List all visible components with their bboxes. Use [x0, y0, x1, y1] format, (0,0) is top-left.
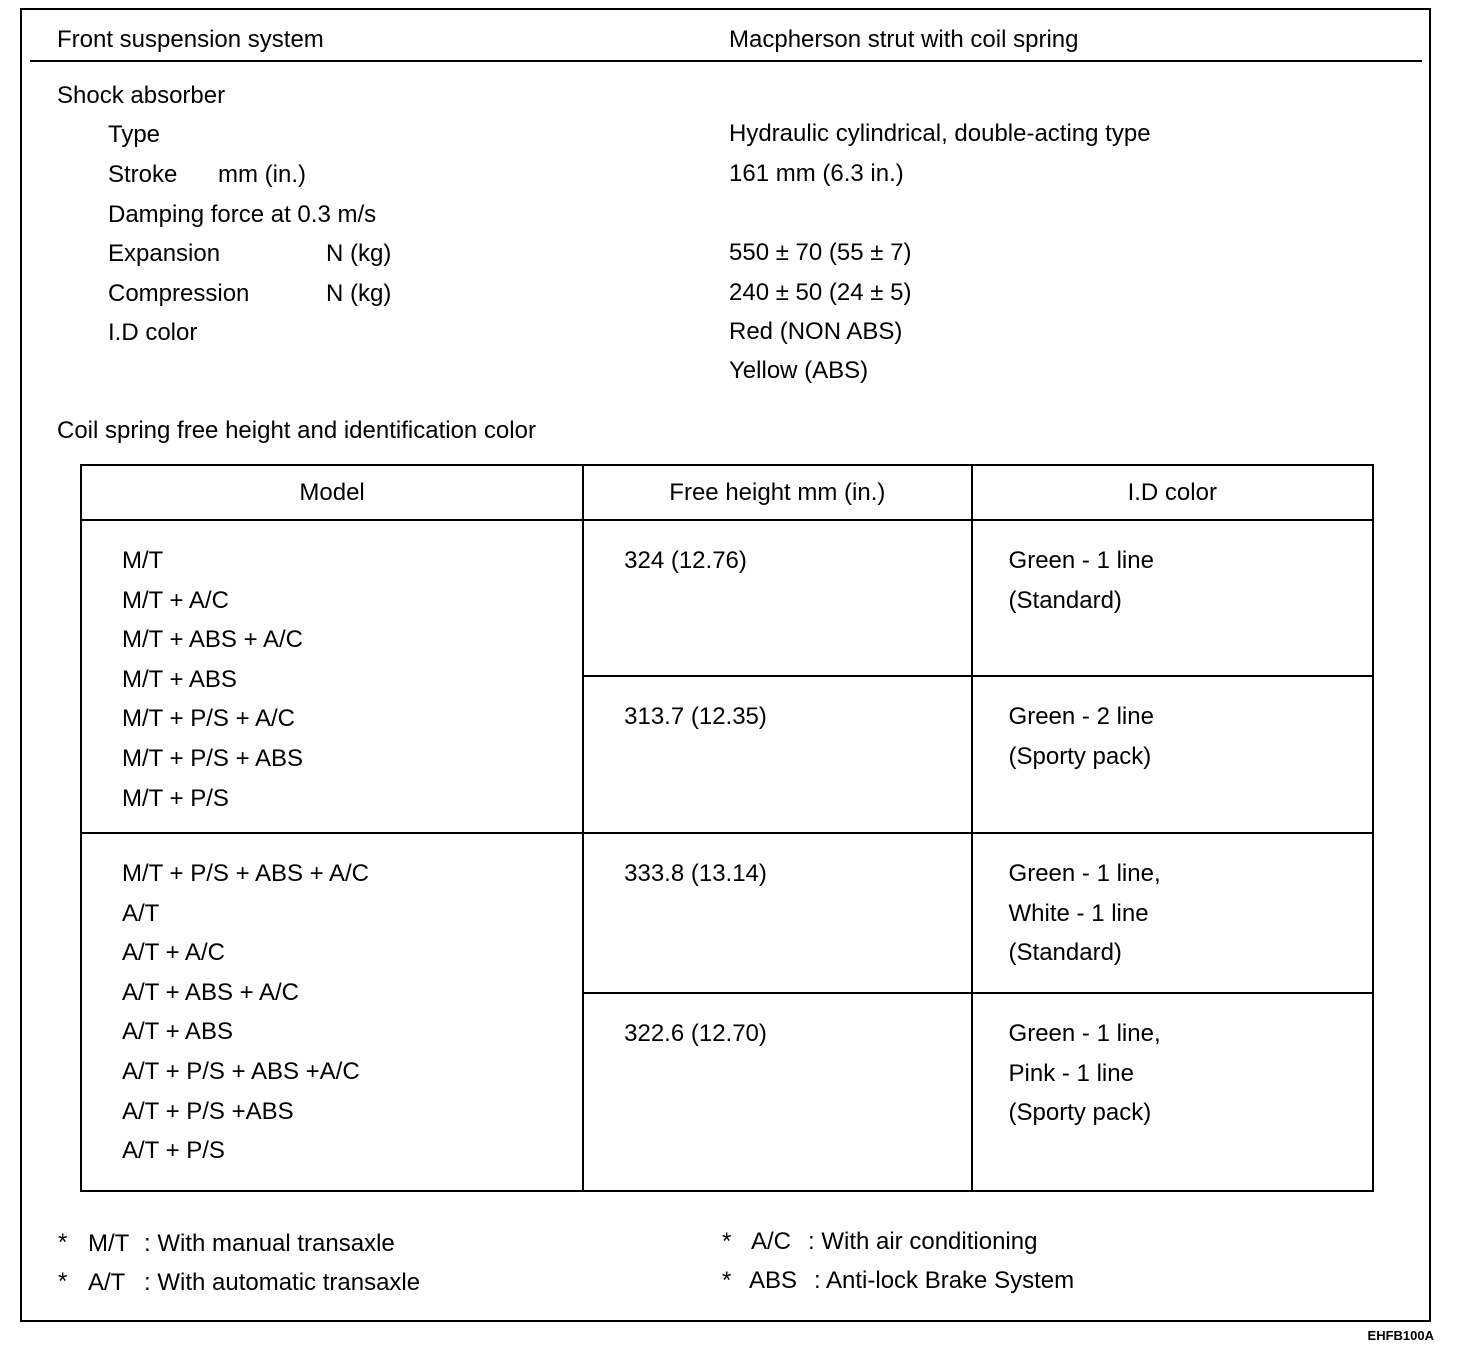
type-value: Hydraulic cylindrical, double-acting type: [729, 120, 1151, 147]
model-item: A/T + A/C: [122, 939, 225, 967]
note-text: : With manual transaxle: [144, 1230, 395, 1257]
compression-value: 240 ± 50 (24 ± 5): [729, 279, 912, 306]
model-item: M/T + P/S + A/C: [122, 705, 295, 733]
free-height-cell: [583, 833, 971, 993]
id-color-line: (Standard): [1008, 939, 1122, 967]
id-color-cell: [972, 520, 1373, 676]
id-color-line: (Sporty pack): [1008, 1099, 1152, 1127]
compression-label: Compression: [108, 280, 250, 307]
model-item: A/T: [122, 899, 160, 927]
id-color-line: Pink - 1 line: [1008, 1059, 1134, 1087]
model-cell: [81, 833, 583, 1191]
column-header-id-color: I.D color: [972, 465, 1373, 520]
coil-spring-table: [80, 464, 1374, 1192]
free-height-value: 313.7 (12.35): [624, 703, 767, 730]
id-color-value-2: Yellow (ABS): [729, 357, 869, 384]
type-label: Type: [108, 121, 161, 148]
note-text: : Anti-lock Brake System: [814, 1267, 1075, 1294]
shock-absorber-title: Shock absorber: [57, 82, 226, 109]
model-item: A/T + ABS + A/C: [122, 978, 299, 1006]
model-item: M/T + ABS: [122, 665, 237, 693]
note-abbr: A/T: [88, 1269, 126, 1296]
table-header-row: [81, 465, 1373, 520]
id-color-line: (Standard): [1008, 586, 1122, 614]
id-color-line: Green - 1 line,: [1008, 860, 1161, 887]
free-height-value: 324 (12.76): [624, 547, 747, 574]
model-item: A/T + ABS: [122, 1018, 233, 1046]
header-label: Front suspension system: [57, 26, 324, 53]
model-cell: [81, 520, 583, 833]
model-item: M/T: [122, 547, 164, 574]
table-row: [81, 833, 1373, 993]
id-color-cell: [972, 993, 1373, 1191]
expansion-value: 550 ± 70 (55 ± 7): [729, 239, 912, 266]
note-abbr: ABS: [749, 1267, 798, 1294]
free-height-cell: [583, 520, 971, 676]
model-item: M/T + P/S + ABS + A/C: [122, 860, 370, 887]
id-color-line: Green - 1 line,: [1008, 1020, 1161, 1047]
free-height-cell: [583, 676, 971, 833]
compression-unit: N (kg): [326, 280, 392, 307]
model-item: M/T + A/C: [122, 586, 229, 614]
note-star: *: [722, 1228, 732, 1255]
free-height-value: 322.6 (12.70): [624, 1020, 767, 1047]
free-height-value: 333.8 (13.14): [624, 860, 767, 887]
note-text: : With air conditioning: [808, 1228, 1038, 1255]
note-abbr: A/C: [751, 1228, 792, 1255]
id-color-line: White - 1 line: [1008, 899, 1149, 927]
note-star: *: [722, 1267, 732, 1294]
note-abbr: M/T: [88, 1230, 130, 1257]
model-item: A/T + P/S +ABS: [122, 1097, 294, 1125]
note-star: *: [58, 1268, 68, 1295]
column-header-model: Model: [81, 465, 583, 520]
id-color-cell: [972, 833, 1373, 993]
stroke-unit: mm (in.): [218, 161, 306, 188]
damping-label: Damping force at 0.3 m/s: [108, 201, 377, 228]
model-item: A/T + P/S: [122, 1137, 225, 1165]
figure-code: EHFB100A: [1367, 1328, 1434, 1343]
note-star: *: [58, 1229, 68, 1256]
free-height-cell: [583, 993, 971, 1191]
id-color-cell: [972, 676, 1373, 833]
expansion-label: Expansion: [108, 240, 221, 267]
model-item: A/T + P/S + ABS +A/C: [122, 1057, 360, 1085]
header-divider: [30, 60, 1422, 62]
header-value: Macpherson strut with coil spring: [729, 26, 1079, 53]
model-item: M/T + P/S + ABS: [122, 744, 303, 772]
coil-spring-title: Coil spring free height and identification color: [57, 417, 536, 444]
expansion-unit: N (kg): [326, 240, 392, 267]
model-item: M/T + ABS + A/C: [122, 626, 303, 654]
id-color-line: Green - 2 line: [1008, 703, 1154, 730]
model-item: M/T + P/S: [122, 784, 229, 812]
id-color-line: Green - 1 line: [1008, 547, 1154, 574]
stroke-label: Stroke: [108, 161, 178, 188]
id-color-line: (Sporty pack): [1008, 742, 1152, 770]
id-color-label: I.D color: [108, 319, 198, 346]
stroke-value: 161 mm (6.3 in.): [729, 160, 904, 187]
table-row: [81, 520, 1373, 676]
note-text: : With automatic transaxle: [144, 1269, 421, 1296]
column-header-free-height: Free height mm (in.): [583, 465, 971, 520]
id-color-value-1: Red (NON ABS): [729, 318, 903, 345]
